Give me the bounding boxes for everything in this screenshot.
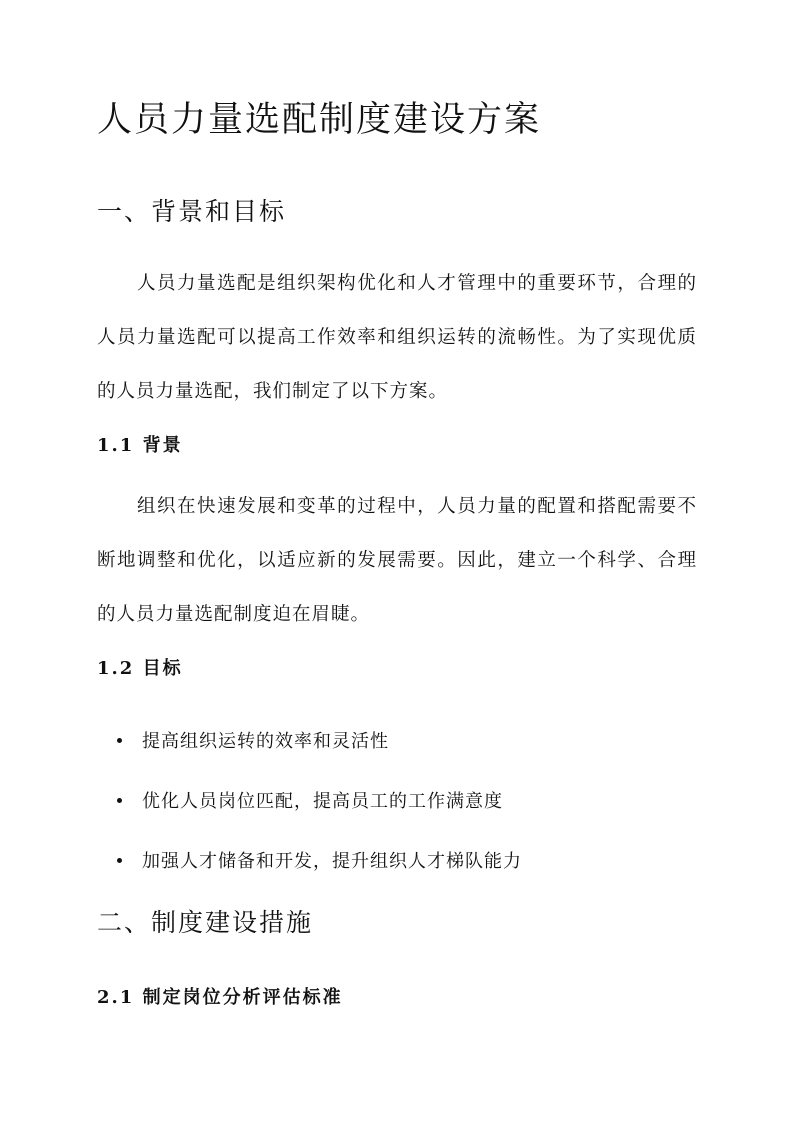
list-item xyxy=(117,710,522,770)
section-heading-measures: 二、制度建设措施 xyxy=(97,908,314,937)
subsection-heading-job-analysis: 2.1 制定岗位分析评估标准 xyxy=(97,987,343,1008)
bullet-icon xyxy=(117,858,122,863)
list-item xyxy=(117,770,522,830)
intro-paragraph: 人员力量选配是组织架构优化和人才管理中的重要环节，合理的人员力量选配可以提高工作效率和组织运转的流畅性。为了实现优质的人员力量选配，我们制定了以下方案。 xyxy=(97,273,697,402)
subsection-heading-background: 1.1 背景 xyxy=(97,435,183,456)
bullet-icon xyxy=(117,798,122,803)
background-paragraph: 组织在快速发展和变革的过程中，人员力量的配置和搭配需要不断地调整和优化，以适应新的发展需要。因此，建立一个科学、合理的人员力量选配制度迫在眉睫。 xyxy=(97,496,697,625)
list-item-text: 优化人员岗位匹配，提高员工的工作满意度 xyxy=(142,791,503,812)
section-heading-background-goals: 一、背景和目标 xyxy=(97,197,287,226)
document-title: 人员力量选配制度建设方案 xyxy=(97,100,542,140)
bullet-icon xyxy=(117,738,122,743)
goals-list xyxy=(117,710,522,890)
list-item xyxy=(117,830,522,890)
subsection-heading-goals: 1.2 目标 xyxy=(97,658,183,679)
list-item-text: 加强人才储备和开发，提升组织人才梯队能力 xyxy=(142,851,522,872)
list-item-text: 提高组织运转的效率和灵活性 xyxy=(142,731,389,752)
